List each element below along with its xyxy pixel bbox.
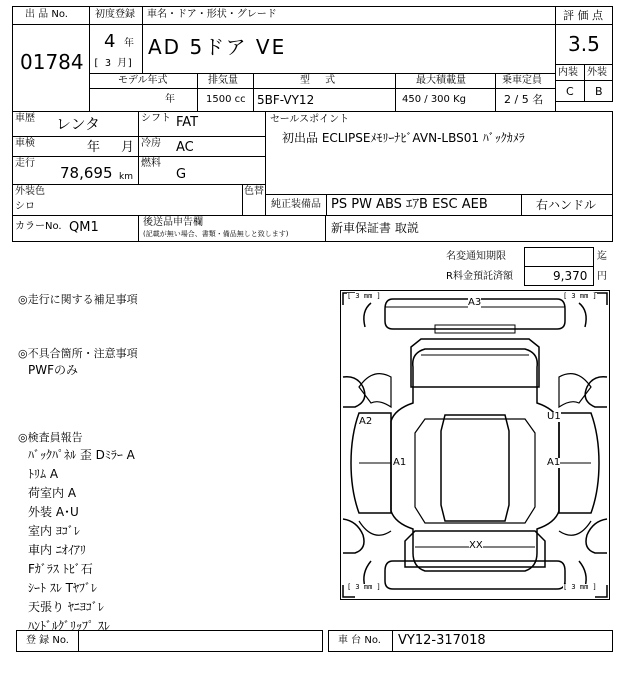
model-code: 5BF-VY12 [257, 93, 315, 107]
score-value: 3.5 [568, 32, 600, 56]
first-reg-year: 4 [104, 31, 116, 52]
inspector-line: ｼｰﾄ ｽﾚ Tﾔﾌﾞﾚ [28, 581, 97, 595]
defect-note-1: PWFのみ [28, 363, 79, 377]
model-code-label: 型 式 [300, 75, 342, 86]
ac-value: AC [176, 140, 194, 155]
steering-value: 右ハンドル [536, 198, 597, 212]
ext-color-box [12, 184, 266, 216]
shift-label: シフト [141, 113, 171, 124]
notice-label: 名変通知期限 [446, 251, 506, 262]
color-no-value: QM1 [69, 220, 99, 235]
color-change-label: 色替 [244, 186, 264, 197]
car-diagram-svg [341, 291, 609, 599]
history-value: レンタ [56, 115, 101, 133]
ext-color-label: 外装色 [15, 186, 45, 197]
lot-number-label: 出 品 No. [25, 9, 68, 20]
first-reg-label: 初度登録 [95, 9, 135, 20]
interior-label: 内装 [558, 67, 578, 78]
inspection-label: 車検 [15, 138, 35, 149]
running-notes-label: ◎走行に関する補足事項 [18, 293, 138, 306]
notice-unit: 迄 [597, 251, 607, 262]
mileage-unit: km [119, 172, 133, 182]
car-info-label: 車名・ドア・形状・グレード [147, 9, 277, 20]
docs-label: 後送品申告欄 [143, 217, 203, 228]
fuel-label: 燃料 [141, 158, 161, 169]
history-label: 車歴 [15, 113, 35, 124]
first-reg-month: [ 3 月] [93, 58, 134, 69]
recycle-amount: 9,370 [553, 269, 588, 283]
inspector-line: 室内 ﾖｺﾞﾚ [28, 524, 80, 538]
inspector-line: 車内 ﾆｵｲｱﾘ [28, 543, 86, 557]
docs-note: (記載が無い場合、書類・備品無しと致します) [143, 230, 289, 238]
exterior-label: 外装 [587, 67, 607, 78]
warranty-value: 新車保証書 取説 [331, 221, 419, 235]
car-diagram [340, 290, 610, 600]
notice-field [524, 247, 594, 267]
inspector-report-list [28, 446, 135, 636]
chassis-number: VY12-317018 [398, 633, 486, 648]
mileage-label: 走行 [15, 158, 35, 169]
lot-number: 01784 [20, 50, 84, 74]
capacity-value: 2 / 5 名 [504, 93, 544, 106]
inspector-line: Fｶﾞﾗｽ ﾄﾋﾞ石 [28, 562, 93, 576]
inspector-line: ﾊﾝﾄﾞﾙｸﾞﾘｯﾌﾟ ｽﾚ [28, 619, 110, 633]
inspector-line: 荷室内 A [28, 486, 77, 500]
mileage-value: 78,695 [60, 164, 113, 182]
color-no-label: カラーNo. [15, 221, 62, 232]
model-year-label: モデル年式 [118, 75, 168, 86]
chassis-label: 車 台 No. [338, 635, 381, 646]
tire-depth-rear-left: [ 3 mm ] [347, 292, 381, 300]
tire-depth-front-left: [ 3 mm ] [347, 583, 381, 591]
max-load-label: 最大積載量 [416, 75, 466, 86]
interior-grade: C [566, 85, 574, 98]
damage-mark-xx: XX [469, 540, 483, 551]
damage-mark-a1-right: A1 [547, 457, 561, 468]
tire-depth-rear-right: [ 3 mm ] [563, 292, 597, 300]
sales-point-text: 初出品 ECLIPSEﾒﾓﾘｰﾅﾋﾞAVN-LBS01 ﾊﾞｯｸｶﾒﾗ [282, 131, 525, 145]
damage-mark-a3: A3 [468, 297, 482, 308]
details-box [12, 111, 266, 185]
defect-notes-label: ◎不具合箇所・注意事項 [18, 347, 138, 360]
ac-label: 冷房 [141, 138, 161, 149]
inspector-line: 外装 A･U [28, 505, 79, 519]
displacement-label: 排気量 [208, 75, 238, 86]
equipment-value: PS PW ABS ｴｱB ESC AEB [331, 197, 488, 212]
recycle-label: R料金預託済額 [446, 271, 513, 282]
ext-color-value: シロ [15, 201, 35, 212]
inspector-line: 天張り ﾔﾆﾖｺﾞﾚ [28, 600, 104, 614]
sales-point-label: セールスポイント [270, 114, 350, 125]
displacement-value: 1500 cc [206, 94, 246, 105]
damage-mark-a2: A2 [359, 416, 373, 427]
tire-depth-front-right: [ 3 mm ] [563, 583, 597, 591]
score-label: 評 価 点 [563, 9, 603, 22]
fuel-value: G [176, 167, 187, 182]
inspection-year: 年 [87, 140, 101, 155]
inspector-report-label: ◎検査員報告 [18, 431, 83, 444]
recycle-unit: 円 [597, 271, 607, 282]
registration-label: 登 録 No. [26, 635, 69, 646]
inspection-month: 月 [121, 140, 135, 155]
max-load-value: 450 / 300 Kg [402, 94, 466, 105]
exterior-grade: B [595, 85, 603, 98]
capacity-label: 乗車定員 [502, 75, 542, 86]
inspector-line: ﾄﾘﾑ A [28, 467, 59, 481]
car-name: AD 5ドア VE [148, 35, 287, 59]
inspector-line: ﾊﾞｯｸﾊﾟﾈﾙ 歪 Dﾐﾗｰ A [28, 448, 135, 462]
year-unit: 年 [124, 38, 134, 49]
model-year-unit: 年 [165, 94, 175, 105]
damage-mark-u1: U1 [547, 411, 561, 422]
shift-value: FAT [176, 115, 199, 130]
damage-mark-a1-left: A1 [393, 457, 407, 468]
equipment-label: 純正装備品 [271, 199, 321, 210]
